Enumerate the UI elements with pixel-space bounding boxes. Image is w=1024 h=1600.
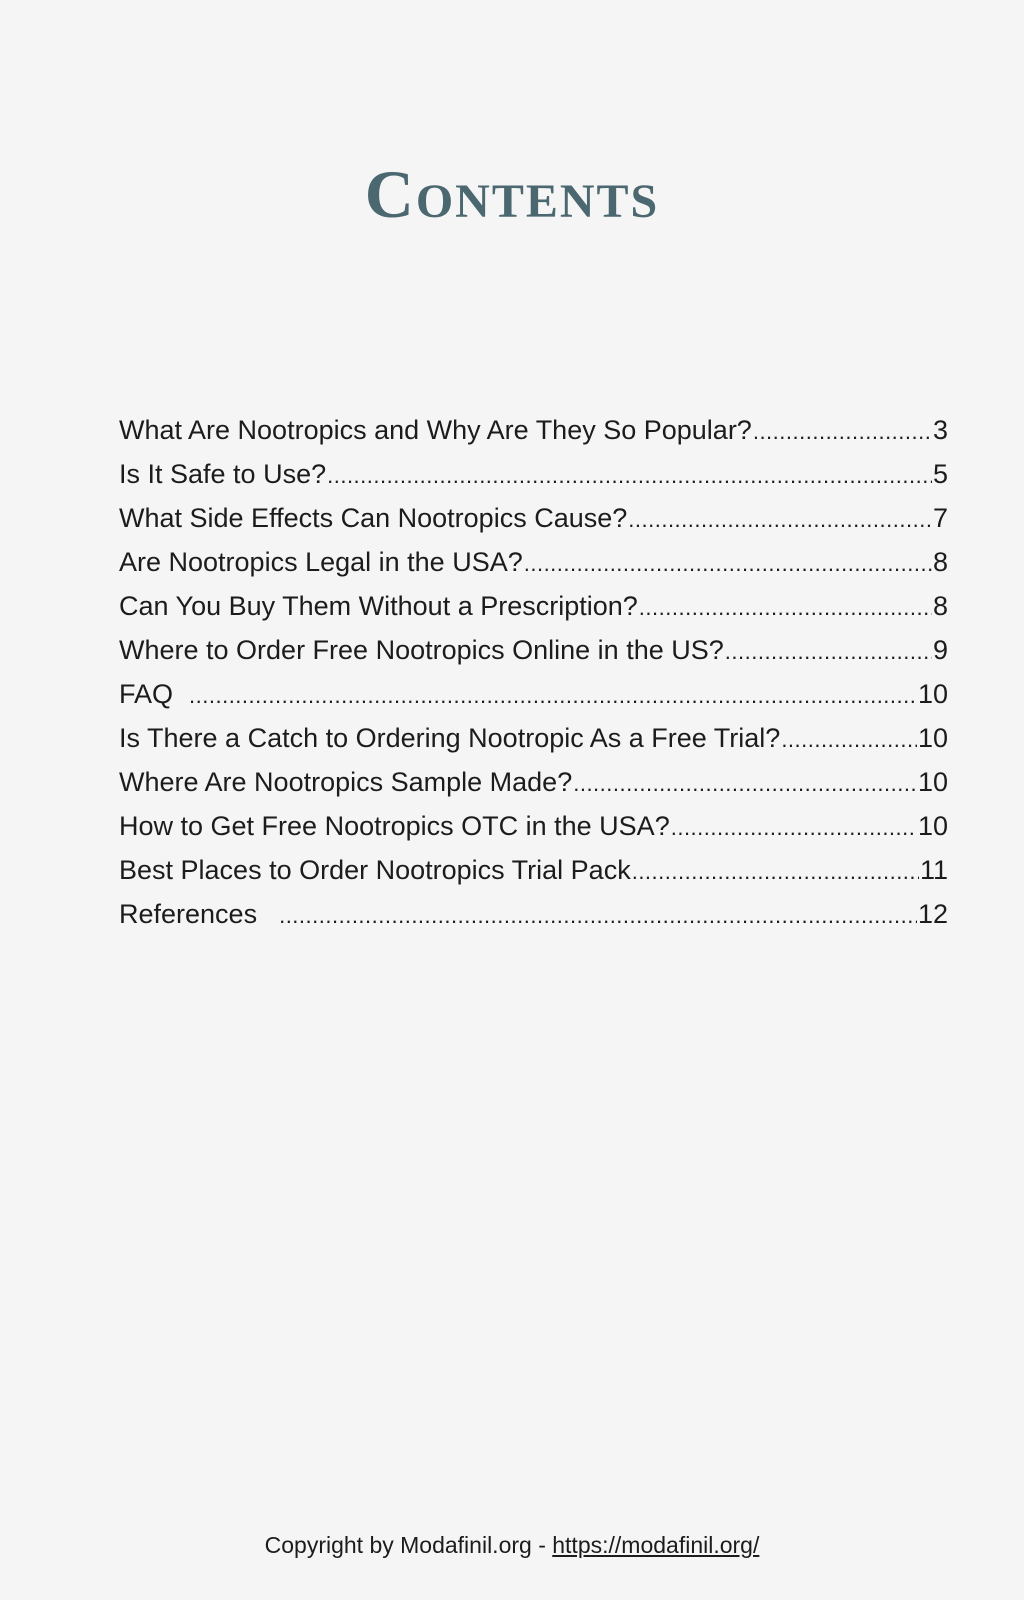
toc-entry-page: 12 — [917, 899, 948, 929]
toc-entry[interactable] — [119, 408, 948, 452]
toc-dot-leader — [279, 894, 917, 936]
toc-entry[interactable] — [119, 496, 948, 540]
toc-dot-leader — [573, 762, 917, 804]
toc-dot-leader — [725, 630, 932, 672]
toc-dot-leader — [327, 454, 932, 496]
toc-entry-page: 5 — [932, 459, 948, 489]
toc-entry[interactable] — [119, 716, 948, 760]
toc-dot-leader — [671, 806, 917, 848]
toc-dot-leader — [753, 410, 932, 452]
toc-entry[interactable] — [119, 804, 948, 848]
toc-entry-label: Can You Buy Them Without a Prescription? — [119, 591, 638, 621]
toc-entry[interactable] — [119, 672, 948, 716]
toc-entry-page: 10 — [917, 811, 948, 841]
toc-entry-page: 9 — [932, 635, 948, 665]
toc-entry-page: 11 — [919, 855, 948, 885]
toc-entry-label: How to Get Free Nootropics OTC in the USA? — [119, 811, 670, 841]
toc-dot-leader — [189, 674, 917, 716]
toc-entry[interactable] — [119, 892, 948, 936]
toc-entry-page: 8 — [932, 591, 948, 621]
toc-dot-leader — [632, 850, 919, 892]
toc-entry-label: Where to Order Free Nootropics Online in the US? — [119, 635, 724, 665]
toc-entry[interactable] — [119, 848, 948, 892]
toc-dot-leader — [639, 586, 932, 628]
toc-entry-page: 3 — [932, 415, 948, 445]
toc-entry[interactable] — [119, 628, 948, 672]
page-title: Contents — [364, 156, 660, 232]
toc-entry-label: Are Nootropics Legal in the USA? — [119, 547, 523, 577]
toc-entry-label: Is There a Catch to Ordering Nootropic As a Free Trial? — [119, 723, 781, 753]
toc-entry-page: 8 — [932, 547, 948, 577]
toc-entry[interactable] — [119, 584, 948, 628]
toc-entry-label: Where Are Nootropics Sample Made? — [119, 767, 573, 797]
toc-dot-leader — [628, 498, 932, 540]
toc-entry-page: 7 — [932, 503, 948, 533]
copyright-text: Copyright by Modafinil.org - — [264, 1532, 553, 1558]
website-link[interactable]: https://modafinil.org/ — [552, 1532, 760, 1558]
toc-entry-page: 10 — [917, 679, 948, 709]
toc-entry-label: Best Places to Order Nootropics Trial Pack — [119, 855, 631, 885]
toc-entry-label: FAQ — [119, 679, 174, 709]
toc-entry-page: 10 — [917, 767, 948, 797]
toc-entry-label: What Side Effects Can Nootropics Cause? — [119, 503, 628, 533]
toc-entry-label: What Are Nootropics and Why Are They So Popular? — [119, 415, 752, 445]
toc-dot-leader — [524, 542, 932, 584]
toc-entry[interactable] — [119, 760, 948, 804]
toc-entry[interactable] — [119, 540, 948, 584]
page-footer — [0, 1532, 1024, 1559]
toc-entry-page: 10 — [917, 723, 948, 753]
toc-entry[interactable] — [119, 452, 948, 496]
table-of-contents — [119, 408, 948, 936]
toc-dot-leader — [781, 718, 917, 760]
toc-entry-label: References — [119, 899, 258, 929]
toc-entry-label: Is It Safe to Use? — [119, 459, 327, 489]
